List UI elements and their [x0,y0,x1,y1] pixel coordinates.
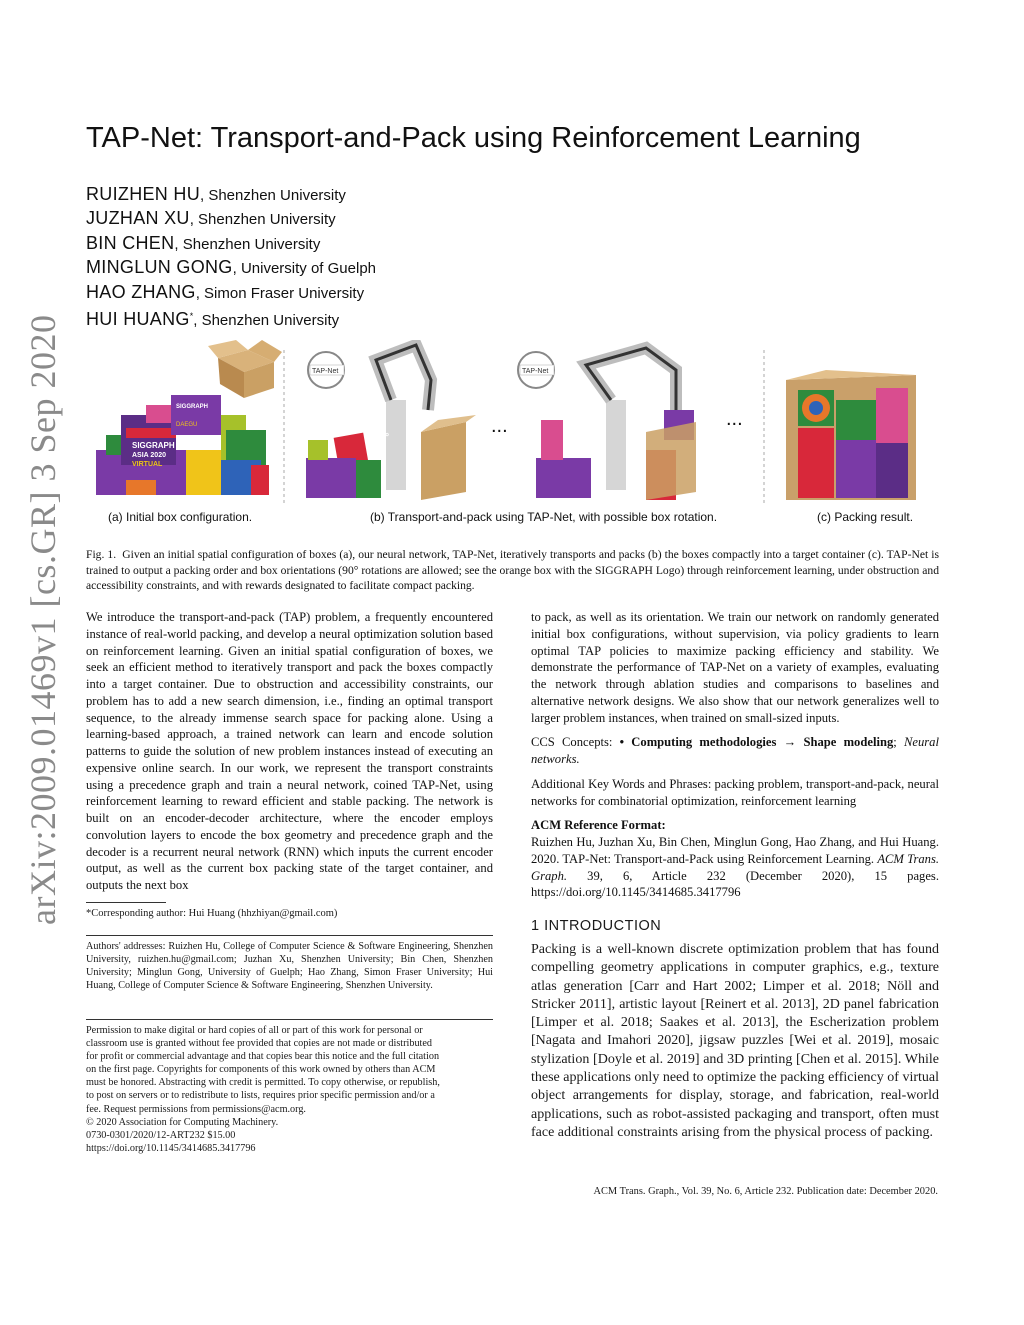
permission-line: on the first page. Copyrights for components of this work owned by others than ACM [86,1064,436,1076]
ccs-concepts [531,734,939,768]
section-heading-introduction: 1 INTRODUCTION [531,918,662,934]
keywords: Additional Key Words and Phrases: packing problem, transport-and-pack, neural networks for combinatorial optimization, reinforcement learning [531,776,939,808]
author-name: MINGLUN GONG [86,257,233,278]
author-affiliation: , Shenzhen University [200,187,346,204]
author-name: HUI HUANG [86,309,190,330]
figure-caption [86,547,939,594]
rotation-tag: 90° [374,432,390,443]
addresses-rule [86,935,493,936]
author-name: HAO ZHANG [86,281,196,302]
caption-label: Fig. 1. [86,548,117,561]
acm-ref-tail: 39, 6, Article 232 (December 2020), 15 pages. https://doi.org/10.1145/3414685.3417796 [531,868,939,900]
ellipsis-2: ... [726,408,743,430]
abstract-right-column [531,609,939,909]
author-affiliation: , Shenzhen University [174,235,321,253]
doi-link[interactable]: https://doi.org/10.1145/3414685.3417796 [86,1142,256,1154]
issn-line: 0730-0301/2020/12-ART232 $15.00 [86,1129,236,1141]
abstract-part-2: to pack, as well as its orientation. We train our network on randomly generated initial box configurations, without supervision, via policy gradients to learn optimal TAP policies to maximize packing efficiency and stability. We demonstrate the performance of TAP-Net on a variety of examples, evaluating the network through ablation studies and comparisons to baselines and alternative network designs. We also show that our network generalizes well to larger problem instances, when trained on small-sized inputs. [531,610,939,725]
author-line [86,183,376,207]
box-label-virtual-a: VIRTUAL [132,461,163,468]
acm-ref-heading: ACM Reference Format: [531,818,666,833]
author-line [86,305,376,332]
corresponding-author-footnote: *Corresponding author: Hui Huang (hhzhiyan@gmail.com) [86,908,338,919]
panel-c-packed-container [786,370,916,500]
teaser-illustration [86,340,939,508]
ccs-concept: Computing methodologies [631,735,777,750]
box-label-daegu-a: DAEGU [176,422,198,428]
box-label-asia-a: ASIA 2020 [132,452,166,459]
abstract-left-column [86,609,493,902]
copyright-line: © 2020 Association for Computing Machinery. [86,1116,279,1128]
arm-tag-1: TAP-Net [312,368,339,375]
arm-tag-2: TAP-Net [522,368,549,375]
ccs-sub: Shape modeling [803,735,894,750]
author-line [86,207,376,231]
ccs-label: CCS Concepts: [531,735,613,750]
figure-panel-b-label: (b) Transport-and-pack using TAP-Net, with possible box rotation. [370,510,718,524]
author-mark: * [189,311,194,322]
ellipsis-1: ... [491,415,508,437]
author-name: RUIZHEN HU [86,184,200,204]
permission-line: for profit or commercial advantage and that copies bear this notice and the full citation [86,1051,440,1063]
author-affiliation: , University of Guelph [232,260,377,278]
author-affiliation: , Simon Fraser University [195,284,365,302]
acm-reference-heading [531,817,939,834]
open-cardboard-box-icon [208,340,282,398]
ccs-sep: ; [893,735,897,750]
permission-line: Permission to make digital or hard copies of all or part of this work for personal or [86,1025,423,1036]
permission-notice [86,1024,493,1155]
panel-a-box-stack [96,340,282,495]
abstract-part-1: We introduce the transport-and-pack (TAP) problem, a frequently encountered instance of real-world packing, and develop a neural optimization solution based on reinforcement learning. Given an initial spatial configuration of boxes, we seek an efficient method to iteratively transport and pack the boxes compactly into a target container. Due to obstruction and accessibility constraints, our problem has to add a new search dimension, i.e., finding an optimal transport sequence, to the already immense search space for packing alone. Using a learning-based approach, a trained network can learn and encode solution patterns to guide the solution of new problem instances instead of executing an expensive online search. In our work, we represent the transport constraints using a precedence graph and train a neural network, coined TAP-Net, using reinforcement learning to reward efficient and stable packing. The network is built on an encoder-decoder architecture, where the encoder employs convolution layers to encode the box geometry and precedence graph and the decoder is a recurrent neural network (RNN) which inputs the current encoder output, as well as the current box packing state of the target container, and outputs the next box [86,610,493,892]
introduction-text: Packing is a well-known discrete optimization problem that has found compelling geometry applications in computer graphics, e.g., texture atlas generation [Carr and Hart 2002; Limper et al. 2018; Nöll and Stricker 2011], artistic layout [Reinert et al. 2013], 2D panel fabrication [Limper et al. 2018; Saakes et al. 2013], the Escherization problem [Nagata and Imahori 2020], jigsaw puzzles [Wei et al. 2019], mosaic stylization [Doyle et al. 2019] and 3D printing [Chen et al. 2015]. While these applications only need to optimize the packing efficiency of virtual object arrangements for display, storage, and fabrication, real-world applications, such as robot-assisted packaging and transport, often must face additional constraints arising from the physical process of packing. [531,942,939,1140]
footnote-rule [86,902,166,903]
acm-ref-journal: ACM Trans. Graph. [531,851,939,883]
permission-line: must be honored. Abstracting with credit is permitted. To copy otherwise, or republish, [86,1077,440,1089]
permission-line: fee. Request permissions from permissions@acm.org. [86,1103,306,1115]
permission-line: to post on servers or to redistribute to lists, requires prior specific permission and/or a [86,1090,435,1102]
author-name: BIN CHEN [86,232,175,253]
permission-line: classroom use is granted without fee provided that copies are not made or distributed [86,1038,432,1050]
acm-ref-text: Ruizhen Hu, Juzhan Xu, Bin Chen, Minglun Gong, Hao Zhang, and Hui Huang. 2020. TAP-Net: Transport-and-Pack using Reinforcement Learning. [531,835,939,866]
box-label-siggraph-a: SIGGRAPH [132,441,175,450]
author-addresses: Authors' addresses: Ruizhen Hu, College of Computer Science & Software Engineering, Shenzhen University, ruizhen.hu@gmail.com; Juzhan Xu, Shenzhen University; Bin Chen, Shenzhen University; Minglun Gong, University of Guelph; Hao Zhang, Simon Fraser University; Hui Huang, College of Computer Science & Software Engineering, Shenzhen University. [86,941,493,992]
box-label-siggraph-a2: SIGGRAPH [176,404,209,410]
author-line [86,256,376,280]
arxiv-side-stamp: arXiv:2009.01469v1 [cs.GR] 3 Sep 2020 [23,314,63,925]
author-line [86,281,376,305]
author-list [86,183,376,332]
paper-title: TAP-Net: Transport-and-Pack using Reinforcement Learning [86,122,861,154]
figure-panel-c-label: (c) Packing result. [817,510,914,524]
author-line [86,232,376,256]
page-footer: ACM Trans. Graph., Vol. 39, No. 6, Article 232. Publication date: December 2020. [593,1186,938,1197]
ccs-extra: Neural networks. [531,735,939,766]
caption-text: Given an initial spatial configuration of boxes (a), our neural network, TAP-Net, iteratively transports and packs (b) the boxes compactly into a target container (c). TAP-Net is trained to output a packing order and box orientations (90° rotations are allowed; see the orange box with the SIGGRAPH Logo) through reinforcement learning, under obstruction and accessibility constraints, and with rewards designated to facilitate compact packing. [86,548,939,593]
permission-rule [86,1019,493,1020]
ccs-arrow: → [783,735,797,750]
figure-panel-a-label: (a) Initial box configuration. [108,510,253,524]
author-affiliation: , Shenzhen University [193,312,340,330]
author-name: JUZHAN XU [86,208,190,229]
acm-reference [531,834,939,901]
teaser-figure [86,340,939,530]
author-affiliation: , Shenzhen University [189,211,336,229]
ccs-bullet: • [619,735,625,750]
